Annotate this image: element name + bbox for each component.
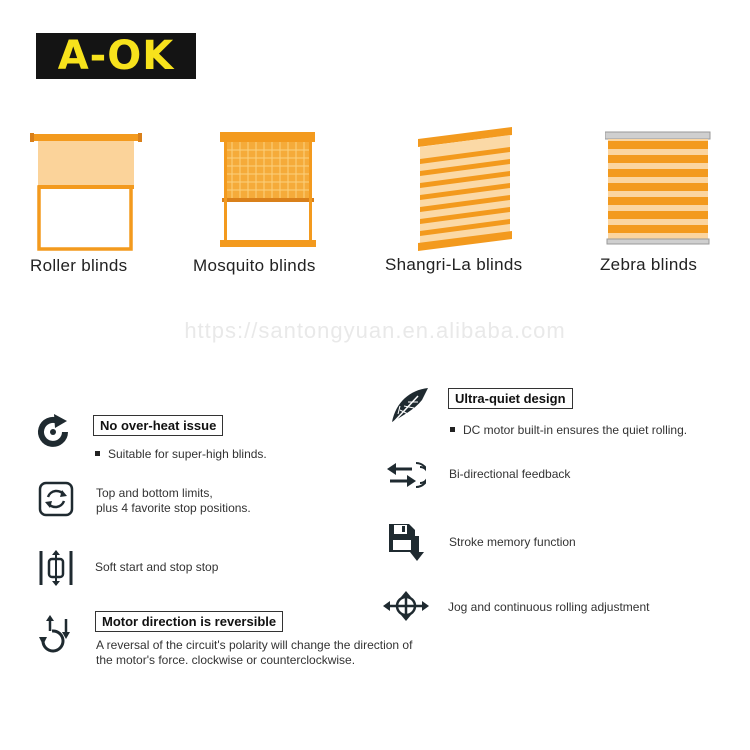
watermark-url: https://santongyuan.en.alibaba.com [184,318,566,343]
limits-icon [38,481,74,517]
bullet-dot [450,427,455,432]
zebra-blind-icon [605,131,711,247]
reversible-line1: A reversal of the circuit's polarity will change the direction of [96,638,413,652]
mosquito-blinds-label: Mosquito blinds [193,256,316,275]
shangri-la-blinds-label: Shangri-La blinds [385,255,523,274]
soft-start-icon [38,549,74,587]
jog-text: Jog and continuous rolling adjustment [448,600,650,614]
no-overheat-bullet [95,447,267,462]
bidirectional-icon [386,457,426,493]
feather-icon [388,386,430,428]
jog-adjust-icon [383,590,429,622]
bidirectional-text: Bi-directional feedback [449,467,571,481]
reverse-direction-icon [38,615,74,655]
logo-text: A-OK [57,33,175,79]
reversible-title: Motor direction is reversible [95,611,283,632]
roller-blinds-label: Roller blinds [30,256,128,275]
limits-line1: Top and bottom limits, [96,486,213,500]
brand-logo [36,33,196,79]
reversible-line2: the motor's force. clockwise or counterclockwise. [96,653,356,667]
stroke-memory-text: Stroke memory function [449,535,576,549]
no-overheat-text: Suitable for super-high blinds. [108,447,267,461]
no-overheat-title: No over-heat issue [93,415,223,436]
zebra-blinds-label: Zebra blinds [600,255,698,274]
save-memory-icon [387,522,427,562]
soft-start-text: Soft start and stop stop [95,560,219,574]
limits-line2: plus 4 favorite stop positions. [96,501,251,515]
shangri-la-blind-icon [418,125,514,253]
ultra-quiet-bullet [450,423,687,438]
mosquito-blind-icon [220,130,318,250]
ultra-quiet-title: Ultra-quiet design [448,388,573,409]
roller-blind-icon [30,130,142,252]
ultra-quiet-text: DC motor built-in ensures the quiet rolling. [463,423,688,437]
bullet-dot [95,451,100,456]
refresh-icon [34,413,72,451]
